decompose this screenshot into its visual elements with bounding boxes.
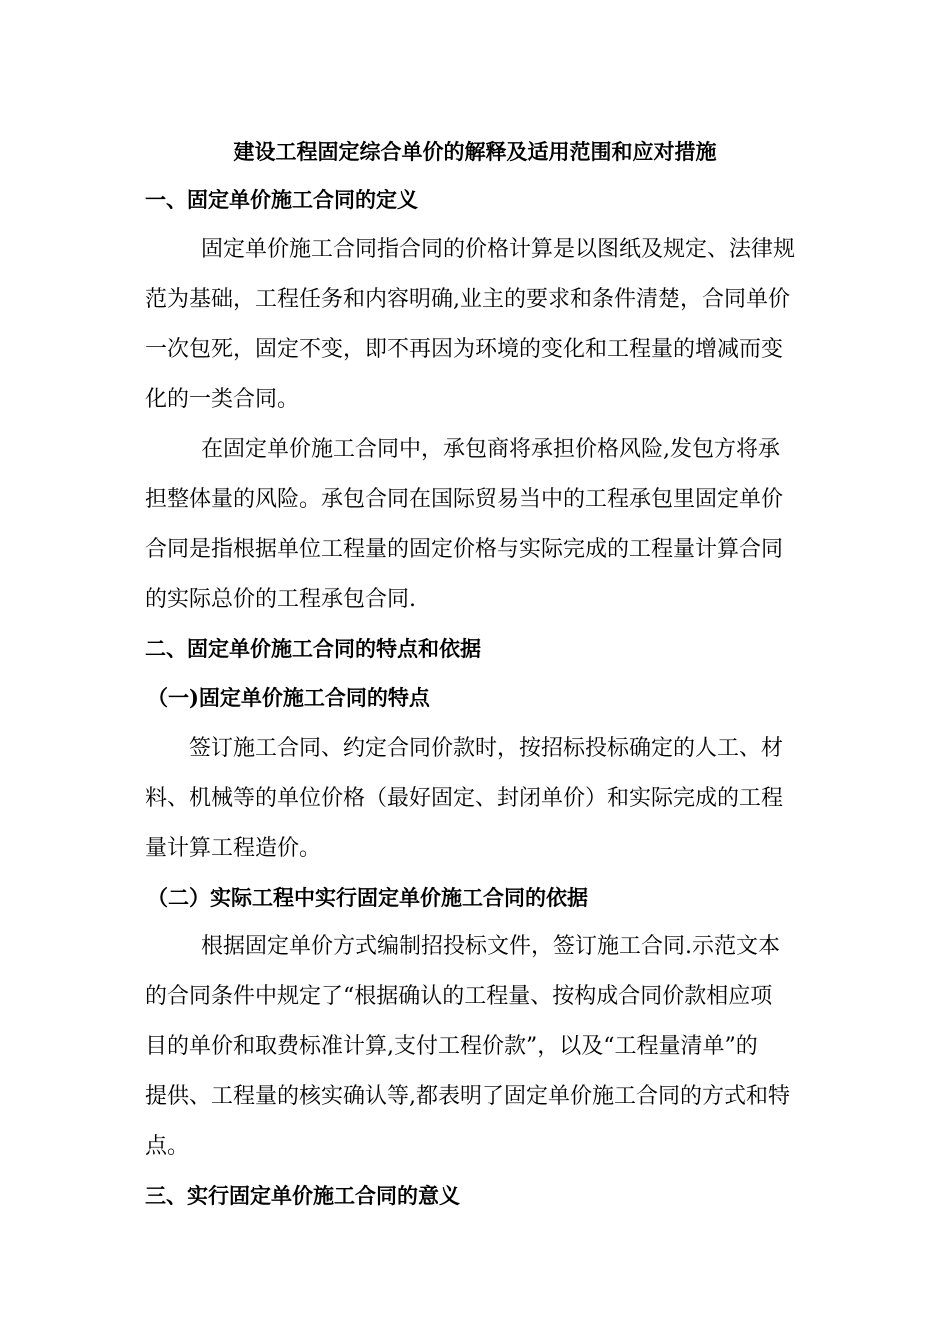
- section-heading-significance: 三、实行固定单价施工合同的意义: [145, 1183, 460, 1208]
- paragraph-line: 在固定单价施工合同中，承包商将承担价格风险,发包方将承: [201, 437, 780, 462]
- paragraph-line: 一次包死，固定不变，即不再因为环境的变化和工程量的增减而变: [145, 337, 784, 362]
- subsection-heading-basis: （二）实际工程中实行固定单价施工合同的依据: [147, 885, 588, 910]
- paragraph-line: 根据固定单价方式编制招投标文件，签订施工合同.示范文本: [201, 934, 780, 959]
- paragraph-line: 合同是指根据单位工程量的固定价格与实际完成的工程量计算合同: [145, 537, 784, 562]
- subsection-heading-features: （一)固定单价施工合同的特点: [147, 685, 430, 710]
- paragraph-line: 范为基础，工程任务和内容明确,业主的要求和条件清楚，合同单价: [145, 287, 790, 312]
- paragraph-line: 固定单价施工合同指合同的价格计算是以图纸及规定、法律规: [201, 237, 796, 262]
- paragraph-features: [145, 724, 810, 874]
- paragraph-line: 的实际总价的工程承包合同.: [145, 587, 416, 612]
- document-title: 建设工程固定综合单价的解释及适用范围和应对措施: [233, 139, 717, 164]
- section-heading-definition: 一、固定单价施工合同的定义: [145, 187, 418, 212]
- paragraph-line: 担整体量的风险。承包合同在国际贸易当中的工程承包里固定单价: [145, 487, 784, 512]
- paragraph-line: 提供、工程量的核实确认等,都表明了固定单价施工合同的方式和特: [145, 1084, 790, 1109]
- paragraph-risk: [145, 425, 810, 625]
- paragraph-line: 料、机械等的单位价格（最好固定、封闭单价）和实际完成的工程: [145, 786, 784, 811]
- paragraph-line: 签订施工合同、约定合同价款时，按招标投标确定的人工、材: [189, 736, 784, 761]
- paragraph-definition: [145, 225, 810, 425]
- paragraph-line: 化的一类合同。: [145, 387, 300, 412]
- paragraph-basis: [145, 922, 810, 1172]
- paragraph-line: 目的单价和取费标准计算,支付工程价款”，以及“工程量清单”的: [145, 1034, 758, 1059]
- paragraph-line: 量计算工程造价。: [145, 836, 322, 861]
- paragraph-line: 的合同条件中规定了“根据确认的工程量、按构成合同价款相应项: [145, 984, 773, 1009]
- paragraph-line: 点。: [145, 1134, 190, 1159]
- section-heading-features: 二、固定单价施工合同的特点和依据: [145, 636, 481, 661]
